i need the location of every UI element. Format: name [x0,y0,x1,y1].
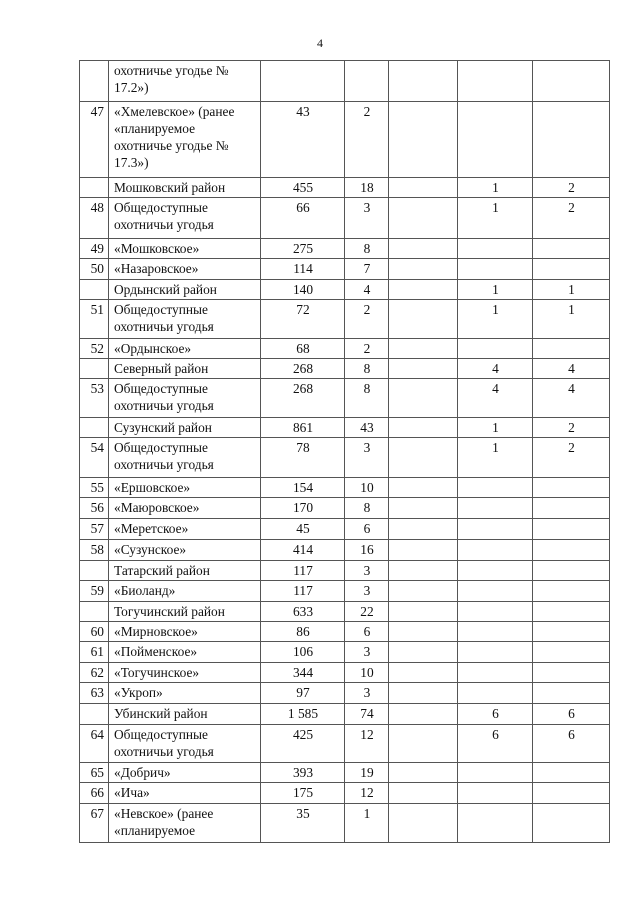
cell-num: 57 [80,519,109,540]
cell-num [80,359,109,379]
cell-v3 [389,642,458,663]
cell-v3 [389,783,458,804]
cell-v4: 6 [458,725,533,763]
cell-v4 [458,783,533,804]
cell-name: «Маюровское» [109,498,261,519]
cell-v3 [389,519,458,540]
cell-v3 [389,804,458,843]
cell-num [80,704,109,725]
cell-v3 [389,280,458,300]
cell-v1: 175 [261,783,345,804]
cell-v4 [458,540,533,561]
cell-v2: 10 [345,663,389,683]
cell-v2 [345,61,389,102]
cell-num: 60 [80,622,109,642]
cell-v2: 3 [345,438,389,478]
cell-v1: 68 [261,339,345,359]
table-row [80,642,610,663]
cell-num [80,418,109,438]
table-row [80,300,610,339]
cell-v2: 74 [345,704,389,725]
table-row [80,438,610,478]
cell-name: «Мошковское» [109,239,261,259]
cell-name: «Мирновское» [109,622,261,642]
cell-v2: 12 [345,783,389,804]
cell-v5: 6 [533,725,610,763]
cell-v3 [389,259,458,280]
cell-v2: 43 [345,418,389,438]
cell-v4: 4 [458,379,533,418]
cell-num: 62 [80,663,109,683]
cell-v5: 6 [533,704,610,725]
cell-v5 [533,763,610,783]
cell-v1: 78 [261,438,345,478]
cell-name: «Сузунское» [109,540,261,561]
cell-v5: 2 [533,198,610,239]
cell-v1: 86 [261,622,345,642]
cell-name: Общедоступные охотничьи угодья [109,300,261,339]
cell-name: «Хмелевское» (ранее «планируемое охотничье угодье № 17.3») [109,102,261,178]
cell-v2: 22 [345,602,389,622]
cell-v3 [389,300,458,339]
cell-v3 [389,359,458,379]
cell-v2: 6 [345,622,389,642]
cell-v1 [261,61,345,102]
cell-name: Общедоступные охотничьи угодья [109,379,261,418]
cell-num: 48 [80,198,109,239]
cell-name: «Ершовское» [109,478,261,498]
cell-v1: 114 [261,259,345,280]
cell-v4 [458,683,533,704]
table-row [80,663,610,683]
cell-name: «Ича» [109,783,261,804]
cell-v5 [533,683,610,704]
cell-v3 [389,581,458,602]
cell-v4 [458,602,533,622]
cell-v5 [533,622,610,642]
table-row [80,359,610,379]
cell-v3 [389,198,458,239]
cell-v1: 414 [261,540,345,561]
cell-name: «Укроп» [109,683,261,704]
cell-v4: 4 [458,359,533,379]
cell-v5 [533,478,610,498]
cell-name: «Биоланд» [109,581,261,602]
cell-v3 [389,438,458,478]
cell-name: Сузунский район [109,418,261,438]
cell-name: охотничье угодье № 17.2») [109,61,261,102]
cell-name: «Невское» (ранее «планируемое [109,804,261,843]
cell-name: Общедоступные охотничьи угодья [109,198,261,239]
cell-num [80,280,109,300]
cell-v2: 3 [345,561,389,581]
cell-v2: 10 [345,478,389,498]
table-row [80,683,610,704]
cell-v1: 861 [261,418,345,438]
cell-name: Тогучинский район [109,602,261,622]
page-number: 4 [317,36,323,50]
table-row [80,339,610,359]
cell-v1: 154 [261,478,345,498]
cell-v2: 3 [345,642,389,663]
cell-v1: 425 [261,725,345,763]
cell-num: 64 [80,725,109,763]
table-row [80,379,610,418]
table-row [80,561,610,581]
cell-v4: 6 [458,704,533,725]
cell-v1: 268 [261,359,345,379]
cell-v2: 18 [345,178,389,198]
cell-num: 49 [80,239,109,259]
cell-num: 58 [80,540,109,561]
table-row [80,61,610,102]
cell-v4 [458,663,533,683]
cell-v4 [458,763,533,783]
table-row [80,602,610,622]
cell-v2: 3 [345,198,389,239]
cell-num [80,178,109,198]
cell-v3 [389,622,458,642]
table-row [80,259,610,280]
cell-num: 63 [80,683,109,704]
cell-num: 50 [80,259,109,280]
cell-v3 [389,102,458,178]
cell-v4: 1 [458,418,533,438]
cell-num: 65 [80,763,109,783]
cell-v5: 4 [533,359,610,379]
cell-num: 59 [80,581,109,602]
cell-v5 [533,519,610,540]
table-row [80,418,610,438]
cell-v5: 2 [533,418,610,438]
cell-v5 [533,642,610,663]
cell-v4: 1 [458,300,533,339]
cell-num: 53 [80,379,109,418]
cell-v2: 8 [345,239,389,259]
cell-v5: 1 [533,300,610,339]
cell-v2: 3 [345,683,389,704]
cell-v1: 633 [261,602,345,622]
cell-v2: 1 [345,804,389,843]
cell-v3 [389,763,458,783]
cell-v4 [458,642,533,663]
cell-v5 [533,61,610,102]
cell-name: Мошковский район [109,178,261,198]
table-row [80,198,610,239]
cell-v3 [389,379,458,418]
cell-num [80,61,109,102]
table-row [80,763,610,783]
cell-num: 51 [80,300,109,339]
cell-v1: 45 [261,519,345,540]
cell-v4: 1 [458,280,533,300]
cell-v2: 8 [345,498,389,519]
cell-v2: 12 [345,725,389,763]
cell-v4 [458,804,533,843]
cell-v1: 1 585 [261,704,345,725]
table-row [80,581,610,602]
cell-v1: 268 [261,379,345,418]
cell-v5 [533,498,610,519]
cell-v3 [389,239,458,259]
cell-v4 [458,519,533,540]
cell-v1: 393 [261,763,345,783]
cell-num: 54 [80,438,109,478]
cell-v2: 8 [345,359,389,379]
cell-num [80,602,109,622]
cell-v2: 8 [345,379,389,418]
cell-v5: 2 [533,178,610,198]
cell-name: Убинский район [109,704,261,725]
cell-v5 [533,540,610,561]
cell-v3 [389,683,458,704]
cell-num: 55 [80,478,109,498]
cell-name: «Ордынское» [109,339,261,359]
table-row [80,725,610,763]
table-row [80,622,610,642]
cell-num: 66 [80,783,109,804]
cell-v3 [389,339,458,359]
cell-v3 [389,498,458,519]
cell-num: 56 [80,498,109,519]
cell-name: Общедоступные охотничьи угодья [109,725,261,763]
cell-v5: 2 [533,438,610,478]
cell-v3 [389,602,458,622]
table-row [80,178,610,198]
cell-v5: 1 [533,280,610,300]
cell-v5 [533,259,610,280]
cell-v4 [458,239,533,259]
cell-v3 [389,418,458,438]
cell-name: Ордынский район [109,280,261,300]
cell-v2: 2 [345,339,389,359]
table-body [80,61,610,843]
cell-num: 52 [80,339,109,359]
cell-num: 61 [80,642,109,663]
table-row [80,519,610,540]
cell-v5 [533,239,610,259]
cell-v4 [458,339,533,359]
cell-name: Северный район [109,359,261,379]
cell-v1: 117 [261,561,345,581]
table-row [80,280,610,300]
cell-v4 [458,561,533,581]
cell-v3 [389,178,458,198]
cell-v1: 43 [261,102,345,178]
cell-v3 [389,540,458,561]
cell-v1: 140 [261,280,345,300]
cell-v1: 66 [261,198,345,239]
cell-v2: 7 [345,259,389,280]
cell-v1: 344 [261,663,345,683]
cell-v3 [389,561,458,581]
cell-name: «Меретское» [109,519,261,540]
table-row [80,498,610,519]
cell-v1: 455 [261,178,345,198]
cell-v1: 106 [261,642,345,663]
cell-v2: 2 [345,300,389,339]
table-row [80,704,610,725]
cell-v5 [533,783,610,804]
cell-v2: 3 [345,581,389,602]
cell-v1: 72 [261,300,345,339]
table-row [80,783,610,804]
cell-v4: 1 [458,178,533,198]
cell-v5 [533,102,610,178]
cell-name: «Тогучинское» [109,663,261,683]
cell-v1: 97 [261,683,345,704]
cell-v4 [458,478,533,498]
table-row [80,102,610,178]
cell-v4 [458,61,533,102]
cell-num [80,561,109,581]
cell-v5 [533,561,610,581]
table-row [80,239,610,259]
cell-v3 [389,704,458,725]
cell-num: 67 [80,804,109,843]
cell-v4 [458,622,533,642]
cell-v4 [458,259,533,280]
hunting-grounds-table [79,60,610,843]
cell-v3 [389,663,458,683]
cell-v5: 4 [533,379,610,418]
cell-v2: 4 [345,280,389,300]
cell-v4 [458,581,533,602]
cell-v5 [533,602,610,622]
cell-name: «Назаровское» [109,259,261,280]
cell-v3 [389,478,458,498]
cell-v4: 1 [458,438,533,478]
cell-num: 47 [80,102,109,178]
table-row [80,540,610,561]
cell-v2: 6 [345,519,389,540]
cell-v5 [533,581,610,602]
cell-v4: 1 [458,198,533,239]
cell-v2: 2 [345,102,389,178]
table-row [80,478,610,498]
table-row [80,804,610,843]
cell-name: Общедоступные охотничьи угодья [109,438,261,478]
cell-v4 [458,498,533,519]
cell-v5 [533,663,610,683]
cell-v2: 16 [345,540,389,561]
cell-v1: 170 [261,498,345,519]
cell-name: «Пойменское» [109,642,261,663]
cell-v2: 19 [345,763,389,783]
cell-v1: 117 [261,581,345,602]
cell-name: «Добрич» [109,763,261,783]
cell-v5 [533,339,610,359]
cell-v4 [458,102,533,178]
cell-v3 [389,725,458,763]
cell-v3 [389,61,458,102]
cell-v5 [533,804,610,843]
cell-v1: 275 [261,239,345,259]
cell-name: Татарский район [109,561,261,581]
cell-v1: 35 [261,804,345,843]
